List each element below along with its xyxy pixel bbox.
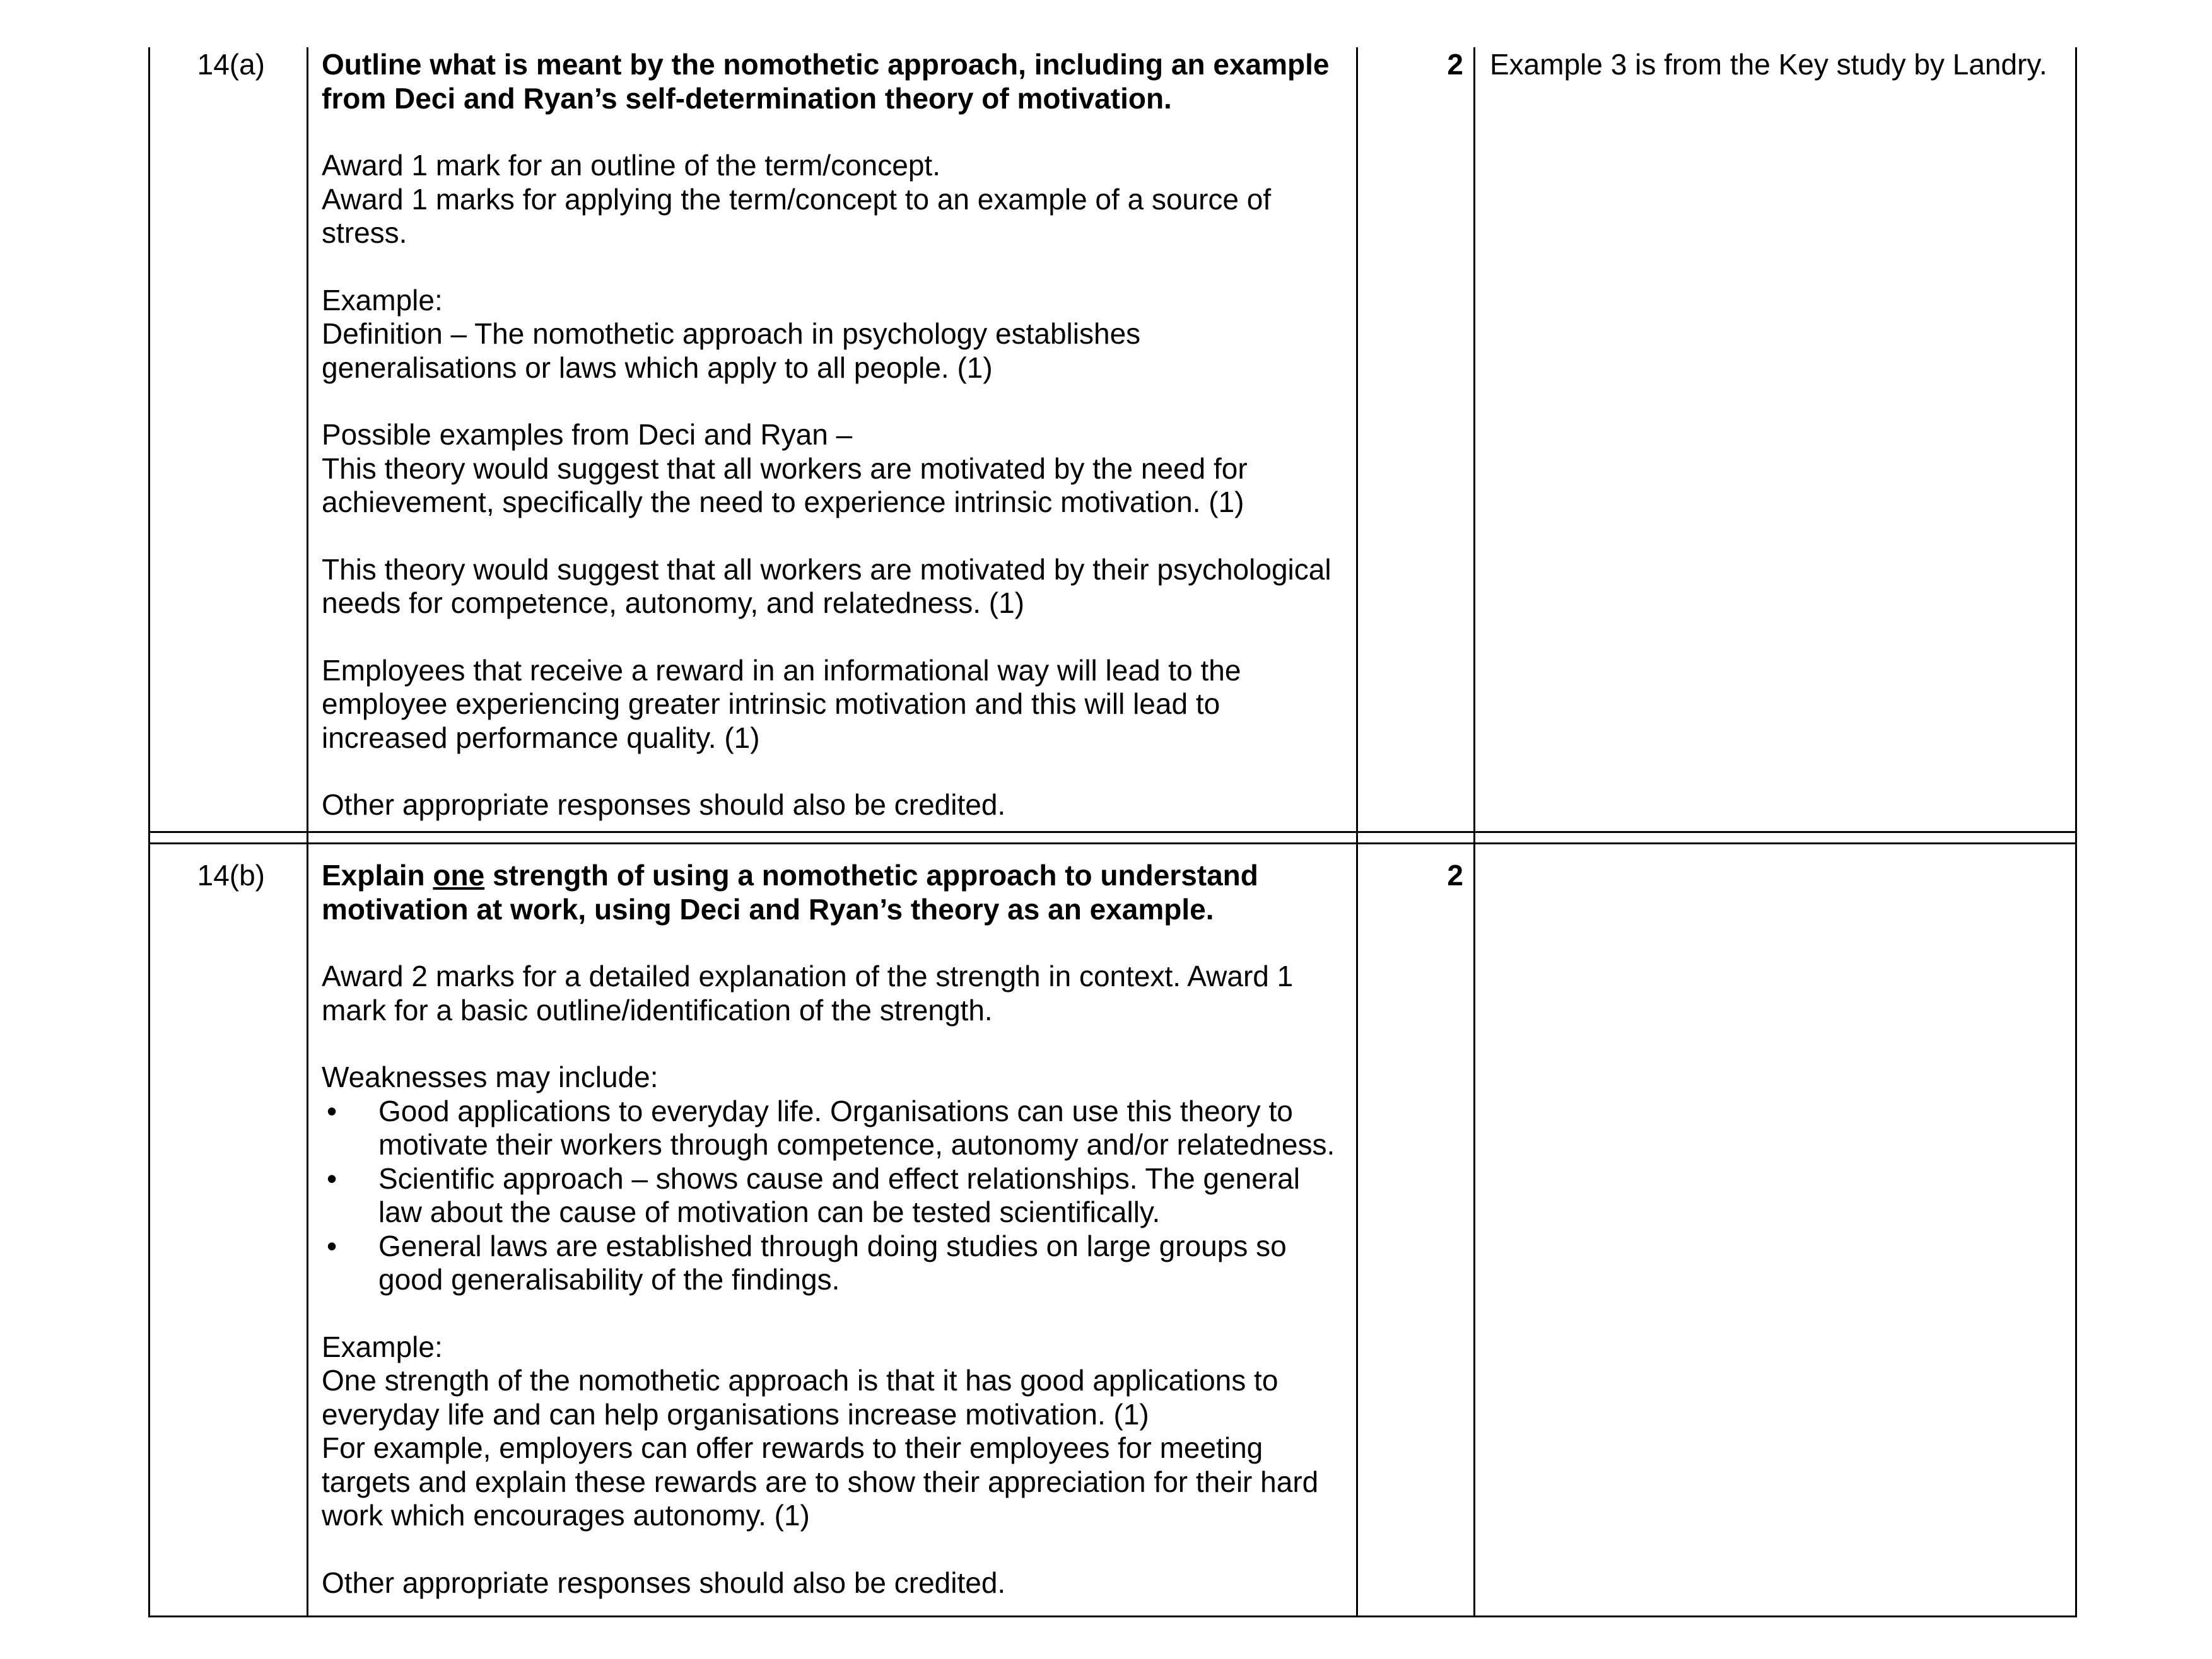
bullet-list xyxy=(322,1095,1350,1297)
text-line: Good applications to everyday life. Organisations can use this theory to xyxy=(378,1094,1293,1127)
text-line: Employees that receive a reward in an informational way will lead to the xyxy=(322,653,1241,687)
text-line: everyday life and can help organisations increase motivation. (1) xyxy=(322,1397,1149,1431)
text-line: needs for competence, autonomy, and relatedness. (1) xyxy=(322,586,1025,619)
text-line: law about the cause of motivation can be tested scientifically. xyxy=(378,1196,1161,1228)
stem-underlined-word: one xyxy=(433,859,485,892)
question-stem xyxy=(322,48,1350,115)
bullet-icon: • xyxy=(327,1094,337,1127)
stem-text: Explain xyxy=(322,859,433,892)
list-item xyxy=(322,1230,1350,1297)
text-line: from Deci and Ryan’s self-determination theory of motivation. xyxy=(322,81,1172,115)
text-line: achievement, specifically the need to experience intrinsic motivation. (1) xyxy=(322,486,1244,518)
guidance-note: Example 3 is from the Key study by Landry. xyxy=(1490,48,2047,81)
text-line: Possible examples from Deci and Ryan – xyxy=(322,418,853,451)
text-line: employee experiencing greater intrinsic motivation and this will lead to xyxy=(322,687,1220,720)
text-line: Award 2 marks for a detailed explanation of the strength in context. Award 1 xyxy=(322,960,1294,992)
text-line: increased performance quality. (1) xyxy=(322,721,760,754)
text-line: One strength of the nomothetic approach is that it has good applications to xyxy=(322,1364,1279,1397)
list-item xyxy=(322,1162,1350,1230)
question-14a-content xyxy=(322,48,1350,822)
text-line: General laws are established through doing studies on large groups so xyxy=(378,1229,1287,1262)
text-line: Example: xyxy=(322,1330,443,1363)
text-line: Other appropriate responses should also be credited. xyxy=(322,1566,1006,1599)
marks-value: 2 xyxy=(1447,48,1463,81)
text-line: Definition – The nomothetic approach in psychology establishes xyxy=(322,317,1141,350)
bullet-icon: • xyxy=(327,1229,337,1262)
marks-value: 2 xyxy=(1447,859,1463,892)
text-line: For example, employers can offer rewards to their employees for meeting xyxy=(322,1431,1263,1464)
text-line: Scientific approach – shows cause and effect relationships. The general xyxy=(378,1161,1300,1195)
row-separator-bottom xyxy=(148,842,2077,844)
text-line xyxy=(322,859,1350,893)
question-stem xyxy=(322,859,1350,926)
text-line: work which encourages autonomy. (1) xyxy=(322,1499,810,1532)
text-line: good generalisability of the findings. xyxy=(378,1263,840,1296)
list-item xyxy=(322,1095,1350,1162)
text-line: This theory would suggest that all workers are motivated by their psychological xyxy=(322,552,1331,586)
text-line: Example: xyxy=(322,283,443,317)
bullet-icon: • xyxy=(327,1161,337,1195)
stem-text: strength of using a nomothetic approach to understand xyxy=(484,859,1258,892)
text-line: Weaknesses may include: xyxy=(322,1061,658,1093)
text-line: Outline what is meant by the nomothetic approach, including an example xyxy=(322,48,1330,81)
text-line: Award 1 marks for applying the term/concept to an example of a source of xyxy=(322,182,1272,216)
text-line: stress. xyxy=(322,216,407,249)
question-number: 14(a) xyxy=(197,48,265,81)
text-line: Other appropriate responses should also be credited. xyxy=(322,788,1006,821)
text-line: targets and explain these rewards are to show their appreciation for their hard xyxy=(322,1465,1319,1498)
text-line: motivate their workers through competence, autonomy and/or relatedness. xyxy=(378,1128,1335,1161)
text-line: Award 1 mark for an outline of the term/concept. xyxy=(322,149,940,182)
row-separator-top xyxy=(148,831,2077,833)
text-line: generalisations or laws which apply to all people. (1) xyxy=(322,351,993,384)
text-line: mark for a basic outline/identification of the strength. xyxy=(322,993,993,1027)
question-14b-content xyxy=(322,859,1350,1600)
text-line: motivation at work, using Deci and Ryan’s theory as an example. xyxy=(322,892,1214,926)
table-border-bottom xyxy=(148,1615,2077,1617)
text-line: This theory would suggest that all workers are motivated by the need for xyxy=(322,451,1248,485)
question-number: 14(b) xyxy=(197,859,265,892)
